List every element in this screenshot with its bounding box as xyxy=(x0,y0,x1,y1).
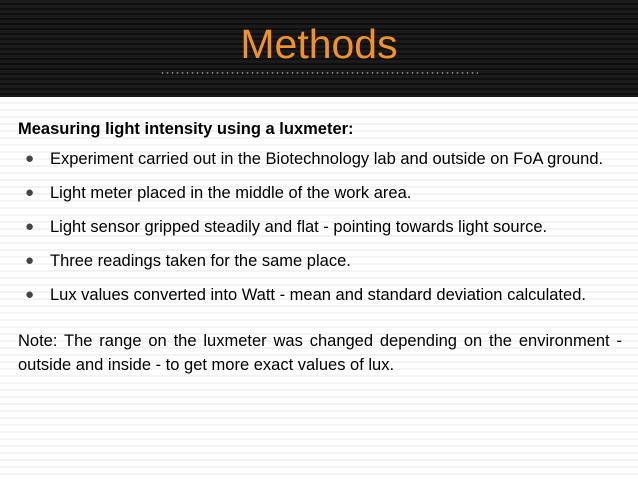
slide-content xyxy=(18,117,622,377)
bullet-dot-icon: ● xyxy=(25,150,35,167)
bullet-dot-icon: ● xyxy=(25,286,35,303)
bullet-item xyxy=(18,147,622,171)
note-paragraph: Note: The range on the luxmeter was changed depending on the environment - outside and inside - to get more exact values of lux. xyxy=(18,332,622,374)
section-heading: Measuring light intensity using a luxmeter: xyxy=(18,120,354,138)
bullet-item xyxy=(18,181,622,205)
bullet-dot-icon: ● xyxy=(25,184,35,201)
slide-header xyxy=(0,0,638,97)
bullet-item xyxy=(18,283,622,307)
bullet-text: Experiment carried out in the Biotechnology lab and outside on FoA ground. xyxy=(50,150,604,168)
bullet-item xyxy=(18,215,622,239)
title-dotted-divider xyxy=(160,72,478,74)
bullet-dot-icon: ● xyxy=(25,252,35,269)
method-bullet-list xyxy=(18,147,622,307)
bullet-item xyxy=(18,249,622,273)
bullet-text: Three readings taken for the same place. xyxy=(50,252,351,270)
bullet-text: Light meter placed in the middle of the work area. xyxy=(50,184,412,202)
slide-title: Methods xyxy=(240,21,398,67)
bullet-dot-icon: ● xyxy=(25,218,35,235)
bullet-text: Light sensor gripped steadily and flat - pointing towards light source. xyxy=(50,218,548,236)
bullet-text: Lux values converted into Watt - mean and standard deviation calculated. xyxy=(50,286,586,304)
